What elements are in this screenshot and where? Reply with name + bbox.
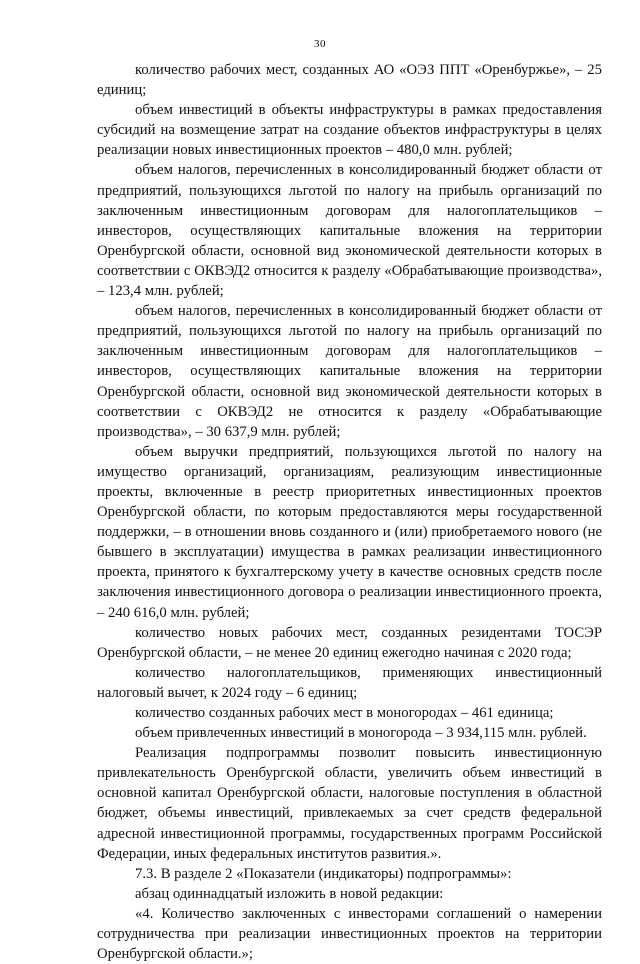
paragraph: количество созданных рабочих мест в моногородах – 461 единица; [135, 705, 554, 721]
document-body [97, 60, 602, 964]
paragraph: Реализация подпрограммы позволит повысить инвестиционную привлекательность Оренбургской области, увеличить объем инвестиций в основной капитал Оренбургской области, налоговые поступления в областной бюджет, объемы инвестиций, привлекаемых за счет средств федеральной адресной инвестиционной программы, государственных программ Российской Федерации, иных федеральных институтов развития.». [97, 745, 602, 862]
paragraph: количество рабочих мест, созданных АО «ОЭЗ ППТ «Оренбуржье», – 25 единиц; [97, 62, 602, 99]
paragraph: объем привлеченных инвестиций в моногорода – 3 934,115 млн. рублей. [135, 725, 587, 742]
paragraph: количество налогоплательщиков, применяющих инвестиционный налоговый вычет, к 2024 году – 6 единиц; [97, 664, 602, 701]
paragraph: абзац одиннадцатый изложить в новой редакции: [135, 885, 444, 902]
paragraph: объем инвестиций в объекты инфраструктуры в рамках предоставления субсидий на возмещение затрат на создание объектов инфраструктуры в целях реализации новых инвестиционных проектов – 480,0 млн. рублей; [97, 102, 602, 159]
page-number: 30 [314, 38, 326, 50]
paragraph: объем налогов, перечисленных в консолидированный бюджет области от предприятий, пользующихся льготой по налогу на прибыль организаций по заключенным инвестиционным договорам для налогоплательщиков – инвесторов, осуществляющих капитальные вложения на территории Оренбургской области, основной вид экономической деятельности которых в соответствии с ОКВЭД2 относится к разделу «Обрабатывающие производства», – 123,4 млн. рублей; [97, 162, 602, 300]
paragraph: 7.3. В разделе 2 «Показатели (индикаторы) подпрограммы»: [135, 865, 512, 882]
paragraph: объем выручки предприятий, пользующихся льготой по налогу на имущество организаций, организациям, реализующим инвестиционные проекты, включенные в реестр приоритетных инвестиционных проектов Оренбургской области, по которым предоставляются меры государственной поддержки, – в отношении вновь созданного и (или) приобретаемого нового (не бывшего в эксплуатации) имущества в рамках реализации инвестиционного проекта, принятого к бухгалтерскому учету в качестве основных средств после заключения инвестиционного договора о реализации инвестиционного проекта, – 240 616,0 млн. рублей; [97, 443, 602, 621]
paragraph: объем налогов, перечисленных в консолидированный бюджет области от предприятий, пользующихся льготой по налогу на прибыль организаций по заключенным инвестиционным договорам для налогоплательщиков – инвесторов, осуществляющих капитальные вложения на территории Оренбургской области, основной вид экономической деятельности которых в соответствии с ОКВЭД2 не относится к разделу «Обрабатывающие производства», – 30 637,9 млн. рублей; [97, 303, 602, 440]
paragraph: «4. Количество заключенных с инвесторами соглашений о намерении сотрудничества при реализации инвестиционных проектов на территории Оренбургской области.»; [97, 905, 602, 963]
paragraph: количество новых рабочих мест, созданных резидентами ТОСЭР Оренбургской области, – не менее 20 единиц ежегодно начиная с 2020 года; [97, 624, 602, 661]
